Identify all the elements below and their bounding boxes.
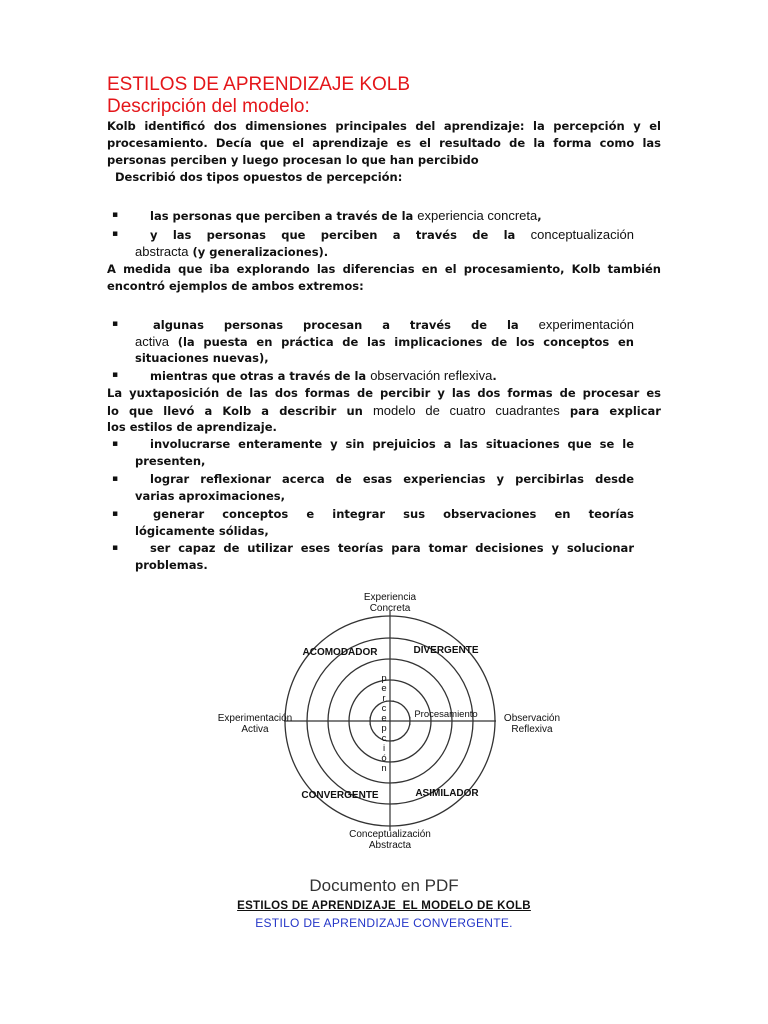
styles-item-2-line-1: lograr reflexionar acerca de esas experiencias y percibirlas desde: [150, 472, 634, 486]
label-experiencia: Experiencia: [363, 592, 417, 603]
juxtaposition-line-3: los estilos de aprendizaje.: [107, 420, 277, 434]
perception-letter: e: [381, 713, 387, 724]
styles-item-1-line-2: presenten,: [135, 454, 206, 468]
intro-line-3: personas perciben y luego procesan lo que han percibido: [107, 153, 479, 167]
perception-item-2-line-2: [135, 243, 655, 261]
label-conceptualizacion: Conceptualización: [349, 829, 431, 840]
perception-letter: i: [382, 743, 386, 754]
perception-item-2-end: (y generalizaciones).: [192, 245, 329, 259]
styles-item-4-line-2: problemas.: [135, 558, 208, 572]
styles-item-2-line-2: varias aproximaciones,: [135, 489, 286, 503]
perception-letter: ó: [381, 753, 387, 764]
perception-letter: c: [381, 703, 387, 714]
perception-item-2-line-1: [150, 226, 634, 244]
processing-item-2-end: .: [492, 369, 497, 383]
document-pdf-label: Documento en PDF: [309, 876, 459, 895]
juxtaposition-line-1: La yuxtaposición de las dos formas de percibir y las dos formas de procesar es: [107, 386, 661, 400]
label-observacion: Observación: [503, 713, 561, 724]
juxtaposition-line-2: [107, 402, 661, 420]
styles-item-4-line-1: ser capaz de utilizar eses teorías para tomar decisiones y solucionar: [150, 541, 634, 555]
processing-item-1-line-1: [153, 316, 634, 334]
term-activa: activa: [135, 334, 169, 349]
perception-item-1-end: ,: [537, 209, 542, 223]
term-experiencia-concreta: experiencia concreta: [417, 208, 538, 223]
styles-item-1-line-1: involucrarse enteramente y sin prejuicios a las situaciones que se le: [150, 437, 634, 451]
middle-line-1: A medida que iba explorando las diferencias en el procesamiento, Kolb también: [107, 262, 661, 276]
kolb-diagram: [200, 585, 580, 860]
term-abstracta: abstracta: [135, 244, 189, 259]
quadrant-convergente: CONVERGENTE: [301, 790, 379, 801]
label-activa: Activa: [241, 724, 269, 735]
perception-letter: r: [382, 693, 386, 704]
processing-item-1-line-2: [135, 333, 634, 351]
perception-letter: e: [381, 683, 387, 694]
intro-line-4: Describió dos tipos opuestos de percepción:: [115, 170, 403, 184]
processing-item-1-detail: (la puesta en práctica de las implicaciones de los conceptos en: [177, 335, 634, 349]
term-conceptualizacion: conceptualización: [530, 227, 634, 242]
label-procesamiento: Procesamiento: [414, 709, 478, 720]
middle-line-2: encontró ejemplos de ambos extremos:: [107, 279, 364, 293]
intro-line-1: Kolb identificó dos dimensiones principales del aprendizaje: la percepción y el: [107, 119, 661, 133]
quadrant-divergente: DIVERGENTE: [413, 645, 479, 656]
link-estilo-convergente[interactable]: ESTILO DE APRENDIZAJE CONVERGENTE.: [255, 916, 513, 930]
bullet-icon: ▪: [112, 319, 119, 329]
processing-item-1-line-3: situaciones nuevas),: [135, 351, 269, 365]
bullet-icon: ▪: [112, 474, 119, 484]
term-modelo-cuatro-cuadrantes: modelo de cuatro cuadrantes: [372, 403, 560, 418]
bullet-icon: ▪: [112, 370, 119, 380]
quadrant-asimilador: ASIMILADOR: [415, 788, 479, 799]
perception-letter: c: [381, 733, 387, 744]
perception-item-1: [150, 207, 661, 225]
link-estilos-modelo-kolb[interactable]: ESTILOS DE APRENDIZAJE_EL MODELO DE KOLB: [237, 900, 531, 912]
page-subtitle: Descripción del modelo:: [107, 96, 310, 117]
bullet-icon: ▪: [112, 543, 119, 553]
styles-item-3-line-1: generar conceptos e integrar sus observaciones en teorías: [153, 507, 634, 521]
intro-line-2: procesamiento. Decía que el aprendizaje es el resultado de la forma como las: [107, 136, 661, 150]
perception-letter: p: [381, 723, 387, 734]
page-title: ESTILOS DE APRENDIZAJE KOLB: [107, 74, 411, 95]
styles-item-3-line-2: lógicamente sólidas,: [135, 524, 269, 538]
perception-item-1-text: las personas que perciben a través de la: [150, 209, 414, 223]
juxtaposition-line-2-end: para explicar: [569, 404, 661, 418]
term-observacion-reflexiva: observación reflexiva: [370, 368, 493, 383]
label-abstracta: Abstracta: [368, 840, 412, 851]
label-reflexiva: Reflexiva: [511, 724, 553, 735]
perception-item-2-text: y las personas que perciben a través de la: [150, 228, 516, 242]
bullet-icon: ▪: [112, 439, 119, 449]
label-experimentacion: Experimentación: [217, 713, 293, 724]
bullet-icon: ▪: [112, 509, 119, 519]
perception-letter: n: [381, 763, 387, 774]
processing-item-2-text: mientras que otras a través de la: [150, 369, 367, 383]
label-percepcion: [381, 673, 386, 774]
juxtaposition-line-2-start: lo que llevó a Kolb a describir un: [107, 404, 363, 418]
bullet-icon: ▪: [112, 210, 119, 220]
label-concreta: Concreta: [369, 603, 411, 614]
term-experimentacion: experimentación: [538, 317, 634, 332]
kolb-diagram-svg: [200, 585, 580, 860]
processing-item-1-text: algunas personas procesan a través de la: [153, 318, 519, 332]
quadrant-acomodador: ACOMODADOR: [302, 647, 378, 658]
processing-item-2: [150, 367, 661, 385]
bullet-icon: ▪: [112, 229, 119, 239]
perception-letter: p: [381, 673, 387, 684]
